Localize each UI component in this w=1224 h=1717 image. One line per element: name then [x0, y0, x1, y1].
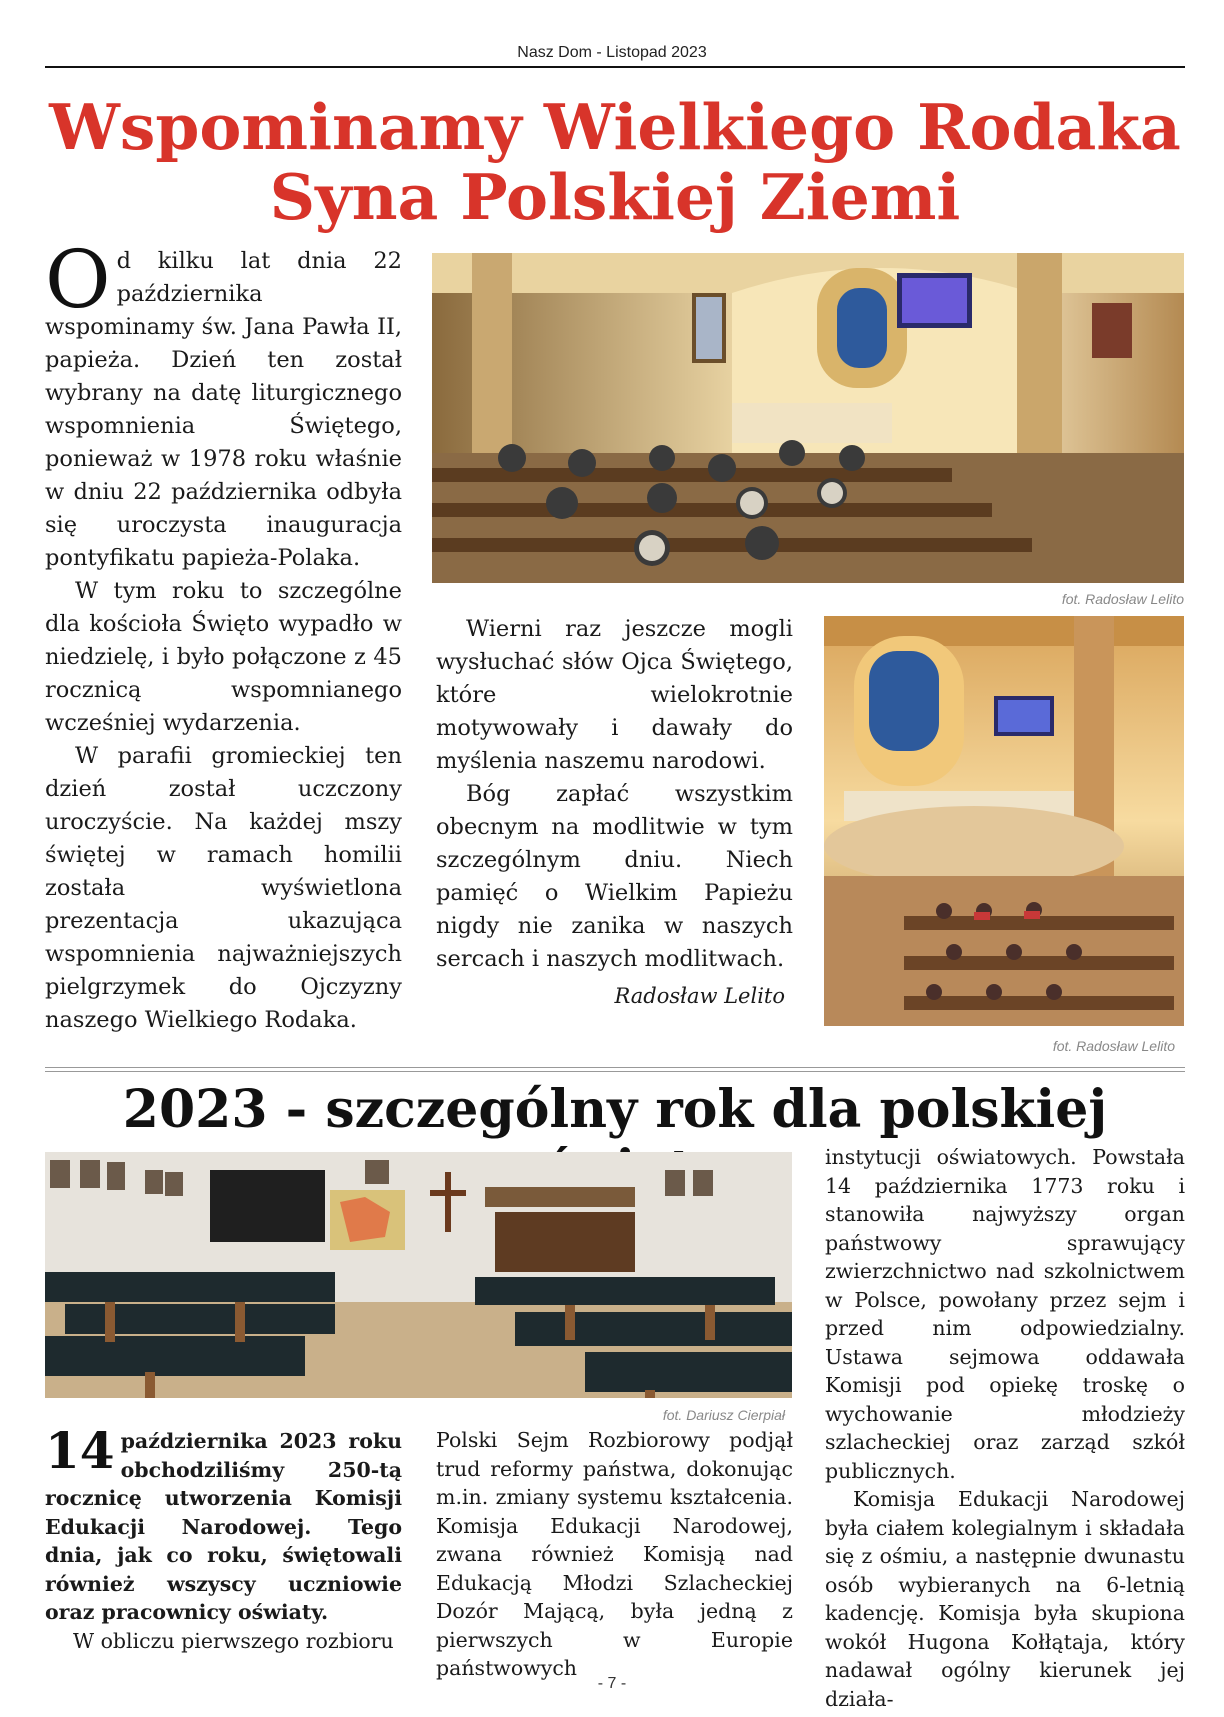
photo2-caption: fot. Radosław Lelito — [1052, 1038, 1175, 1054]
article2-paragraph-1-cont: Polski Sejm Rozbiorowy podjął trud reformy państwa, dokonując m.in. zmiany systemu kształcenia. Komisja Edukacji Narodowej, zwana również Komisją nad Edukacją Młodzi Szlacheckiej Dozór Mającą, była jedną z pierwszych w Europie państwowych — [436, 1428, 793, 1680]
article2-paragraph-1-start: W obliczu pierwszego rozbioru — [73, 1628, 394, 1653]
article2-column-2 — [436, 1426, 793, 1683]
article2-column-3 — [825, 1143, 1185, 1713]
page-number: - 7 - — [597, 1675, 627, 1692]
article1-paragraph-5: Bóg zapłać wszystkim obecnym na modlitwie w tym szczególnym dniu. Niech pamięć o Wielkim Papieżu nigdy nie zanika w naszych sercach i naszych modlitwach. — [436, 781, 793, 972]
photo3-caption: fot. Dariusz Cierpiał — [662, 1407, 785, 1423]
article2-title: 2023 - szczególny rok dla polskiej — [122, 1079, 1108, 1140]
title-line-2: Syna Polskiej Ziemi — [269, 160, 961, 234]
article1-column-2 — [436, 613, 793, 1013]
article1-paragraph-1: Od kilku lat dnia 22 października wspominamy św. Jana Pawła II, papieża. Dzień ten został wybrany na datę liturgicznego wspomnienia Świętego, ponieważ w 1978 roku właśnie w dniu 22 października odbyła się uroczysta inauguracja pontyfikatu papieża-Polaka. — [45, 233, 402, 571]
article2-paragraph-2: Komisja Edukacji Narodowej była ciałem kolegialnym i składała się z ośmiu, a następnie dwunastu osób wybieranych na 6-letnią kadencję. Komisja była skupiona wokół Hugona Kołłątaja, który nadawał ogólny kierunek jej działa- — [825, 1487, 1185, 1711]
section-divider — [45, 1067, 1185, 1072]
title-line-1: Wspominamy Wielkiego Rodaka — [49, 90, 1181, 164]
article2-column-1 — [45, 1421, 402, 1655]
photo1-caption: fot. Radosław Lelito — [1061, 591, 1184, 607]
church-nave-photo — [824, 616, 1184, 1026]
dropcap: O — [45, 233, 111, 326]
article2-paragraph-1-end: instytucji oświatowych. Powstała 14 października 1773 roku i stanowiła najwyższy organ państwowy sprawujący zwierzchnictwo nad szkolnictwem w Polsce, powołany przez sejm i przed nim odpowiedzialny. Ustawa sejmowa oddawała Komisji pod opiekę troskę o wychowanie młodzieży szlacheckiej oraz zarząd szkół publicznych. — [825, 1145, 1185, 1483]
header-rule — [45, 66, 1185, 68]
classroom-photo — [45, 1152, 792, 1398]
article2-lead: 14 października 2023 roku obchodziliśmy 250-tą rocznicę utworzenia Komisji Edukacji Narodowej. Tego dnia, jak co roku, świętowali również wszyscy uczniowie oraz pracownicy oświaty. — [45, 1421, 402, 1624]
dropcap: 14 — [45, 1421, 115, 1480]
article1-title — [45, 92, 1185, 232]
page-header: Nasz Dom - Listopad 2023 — [517, 44, 707, 61]
article1-paragraph-2: W tym roku to szczególne dla kościoła Święto wypadło w niedzielę, i było połączone z 45 rocznicą wspomnianego wcześniej wydarzenia. — [45, 578, 402, 736]
article1-author: Radosław Lelito — [614, 984, 785, 1008]
article1-column-1 — [45, 233, 402, 1037]
article1-paragraph-4: Wierni raz jeszcze mogli wysłuchać słów Ojca Świętego, które wielokrotnie motywowały i dawały do myślenia naszemu narodowi. — [436, 616, 793, 774]
church-interior-photo — [432, 253, 1184, 583]
article1-paragraph-3: W parafii gromieckiej ten dzień został uczczony uroczyście. Na każdej mszy świętej w ramach homilii została wyświetlona prezentacja ukazująca wspomnienia najważniejszych pielgrzymek do Ojczyzny naszego Wielkiego Rodaka. — [45, 743, 402, 1033]
